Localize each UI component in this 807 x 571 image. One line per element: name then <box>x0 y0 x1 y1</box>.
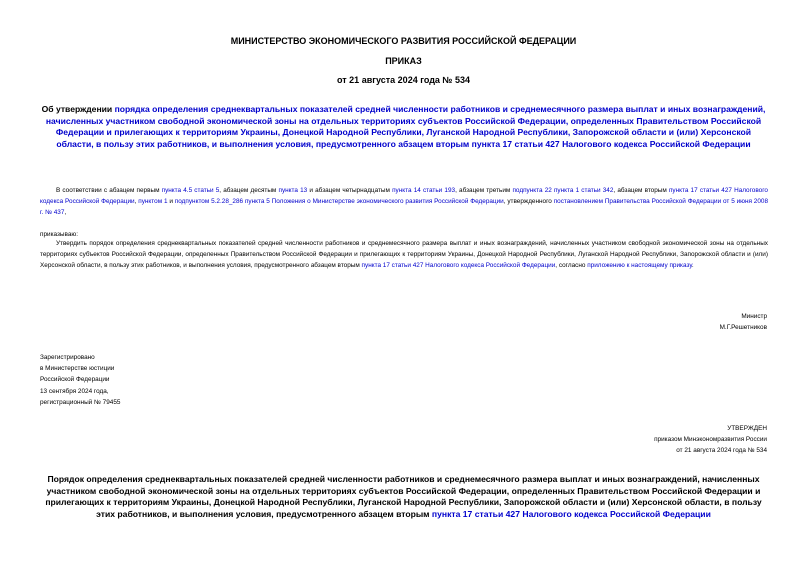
order-link-tax-code[interactable]: пункта 17 статьи 427 Налогового кодекса Российской Федерации <box>361 262 556 269</box>
preamble-text-4: , абзацем третьим <box>455 187 513 194</box>
preamble-text-7: и <box>167 198 175 205</box>
signature-name: М.Г.Решетников <box>719 324 767 332</box>
registration-line-5: регистрационный № 79455 <box>40 398 121 406</box>
order-text-end: . <box>691 262 694 269</box>
registration-line-3: Российской Федерации <box>40 376 110 384</box>
preamble-text-2: , абзацем десятым <box>219 187 279 194</box>
preamble-link-2[interactable]: пункта 13 <box>278 187 308 194</box>
order-label: приказываю: <box>40 231 78 238</box>
signature-position: Министр <box>741 313 767 320</box>
preamble-link-5[interactable]: пункта 17 статьи 427 Налогового кодекса Российской Федерации <box>40 187 768 205</box>
document-title <box>40 104 767 150</box>
preamble-text-9: , <box>64 209 67 216</box>
title-link[interactable]: порядка определения среднеквартальных показателей средней численности работников и среднемесячного размера выплат и иных вознаграждений, начисленных участником свободной экономической зоны на отдельных территориях субъектов Российской Федерации, определенных Правительством Российской Федерации и прилегающих к территориям Украины, Донецкой Народной Республики, Луганской Народной Республики, Запорожской области и (или) Херсонской области, в пользу этих работников, и выполнения условия, предусмотренного абзацем вторым пункта 17 статьи 427 Налогового кодекса Российской Федерации <box>45 104 766 149</box>
preamble-text-8: , утвержденного <box>503 198 554 205</box>
preamble-link-3[interactable]: пункта 14 статьи 193 <box>392 187 456 194</box>
signature-block <box>567 311 767 333</box>
preamble-link-8[interactable]: постановлением Правительства Российской Федерации от 5 июня 2008 г. № 437 <box>40 198 769 216</box>
order-text-mid: , согласно <box>555 262 588 269</box>
preamble-link-1[interactable]: пункта 4.5 статьи 5 <box>161 187 220 194</box>
registration-line-2: в Министерстве юстиции <box>40 365 115 373</box>
approved-block <box>517 423 767 457</box>
order-link-appendix[interactable]: приложению к настоящему приказу <box>587 262 692 269</box>
appendix-title-link[interactable]: пункта 17 статьи 427 Налогового кодекса Российской Федерации <box>431 508 711 519</box>
document-date-number: от 21 августа 2024 года № 534 <box>337 75 470 85</box>
preamble-text-3: и абзацем четырнадцатым <box>307 187 393 194</box>
approved-line-3: от 21 августа 2024 года № 534 <box>676 447 767 455</box>
preamble-link-6[interactable]: пунктом 1 <box>138 198 168 205</box>
ministry-name: МИНИСТЕРСТВО ЭКОНОМИЧЕСКОГО РАЗВИТИЯ РОССИЙСКОЙ ФЕДЕРАЦИИ <box>230 36 577 46</box>
appendix-title-text: Порядок определения среднеквартальных показателей средней численности работников и среднемесячного размера выплат и иных вознаграждений, начисленных участником свободной экономической зоны на отдельных территориях субъектов Российской Федерации, определенных Правительством Российской Федерации и прилегающих к территориям Украины, Донецкой Народной Республики, Луганской Народной Республики, Запорожской области и (или) Херсонской области, в пользу этих работников, и выполнения условия, предусмотренного абзацем вторым <box>45 474 762 519</box>
title-prefix: Об утверждении <box>41 104 115 114</box>
preamble-link-4[interactable]: подпункта 22 пункта 1 статьи 342 <box>512 187 614 194</box>
preamble-link-7[interactable]: подпунктом 5.2.28_286 пункта 5 Положения о Министерстве экономического развития Российской Федерации <box>174 198 504 205</box>
preamble-paragraph <box>40 185 768 218</box>
preamble-text-1: В соответствии с абзацем первым <box>56 187 162 194</box>
approved-line-2: приказом Минэкономразвития России <box>654 436 767 444</box>
order-paragraph <box>40 238 768 271</box>
order-text: Утвердить порядок определения среднеквартальных показателей средней численности работников и среднемесячного размера выплат и иных вознаграждений, начисленных участником свободной экономической зоны на отдельных территориях субъектов Российской Федерации, определенных Правительством Российской Федерации и прилегающих к территориям Украины, Донецкой Народной Республики, Луганской Народной Республики, Запорожской области и (или) Херсонской области, в пользу этих работников, и выполнения условия, предусмотренного абзацем вторым <box>40 240 768 269</box>
preamble-text-6: , <box>134 198 139 205</box>
registration-line-4: 13 сентября 2024 года, <box>40 387 109 395</box>
appendix-title <box>40 474 767 520</box>
registration-line-1: Зарегистрировано <box>40 354 95 361</box>
document-type: ПРИКАЗ <box>385 56 422 66</box>
preamble-text-5: , абзацем вторым <box>613 187 669 194</box>
registration-block <box>40 352 240 408</box>
approved-line-1: УТВЕРЖДЕН <box>727 425 767 432</box>
